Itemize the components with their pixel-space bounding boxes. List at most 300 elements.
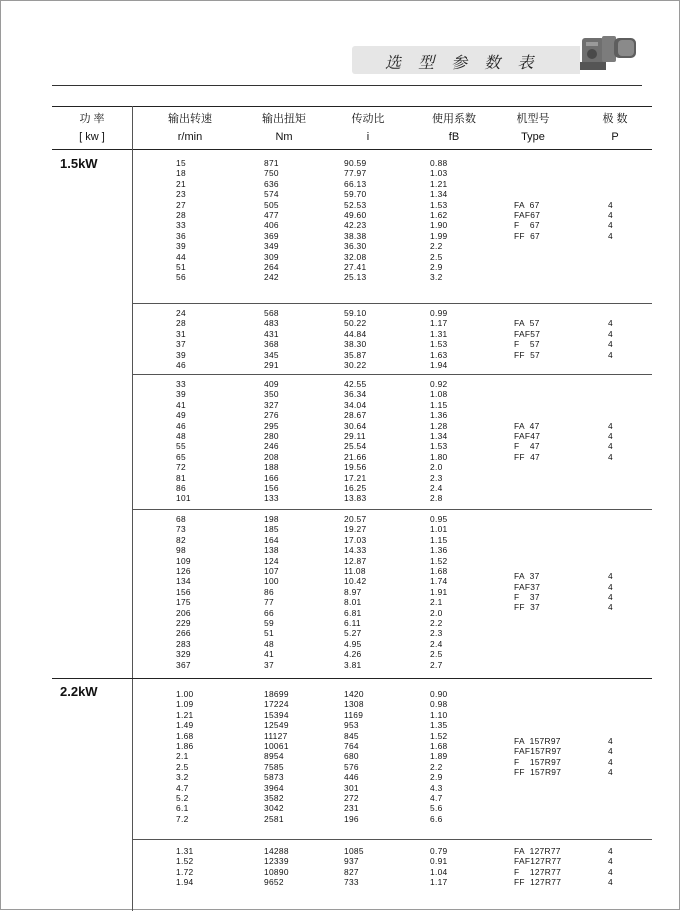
pole-count: 4 xyxy=(608,199,613,210)
fb-value: 1.03 xyxy=(430,168,448,179)
ratio-column xyxy=(344,514,366,670)
power-label: 1.5kW xyxy=(60,156,98,171)
ratio-value: 953 xyxy=(344,720,359,731)
fb-value: 0.99 xyxy=(430,308,448,318)
model-type: F 47 xyxy=(514,441,540,452)
ratio-value: 25.54 xyxy=(344,441,367,452)
speed-value: 81 xyxy=(176,472,186,483)
torque-value: 750 xyxy=(264,168,279,179)
fb-value: 1.15 xyxy=(430,534,448,545)
pole-count: 4 xyxy=(608,230,613,241)
speed-value: 1.86 xyxy=(176,741,194,752)
fb-value: 0.90 xyxy=(430,689,448,699)
header-torque: 输出扭矩 Nm xyxy=(262,113,306,143)
fb-value: 2.8 xyxy=(430,493,443,504)
pole-count: 4 xyxy=(608,220,613,231)
group-separator xyxy=(132,509,652,510)
ratio-value: 196 xyxy=(344,813,359,824)
fb-value: 0.91 xyxy=(430,856,448,867)
fb-value: 1.36 xyxy=(430,410,448,421)
ratio-value: 17.21 xyxy=(344,472,367,483)
ratio-value: 27.41 xyxy=(344,262,367,273)
ratio-value: 8.97 xyxy=(344,586,362,597)
ratio-value: 446 xyxy=(344,772,359,783)
ratio-value: 733 xyxy=(344,877,359,888)
speed-value: 1.68 xyxy=(176,730,194,741)
speed-value: 56 xyxy=(176,272,186,283)
speed-value: 23 xyxy=(176,189,186,200)
fb-value: 1.90 xyxy=(430,220,448,231)
torque-value: 242 xyxy=(264,272,279,283)
fb-value: 1.91 xyxy=(430,586,448,597)
ratio-value: 38.38 xyxy=(344,230,367,241)
fb-value: 2.2 xyxy=(430,761,443,772)
torque-value: 198 xyxy=(264,514,279,524)
section-separator xyxy=(52,678,652,679)
selection-table xyxy=(52,106,652,911)
ratio-value: 576 xyxy=(344,761,359,772)
group-separator xyxy=(132,374,652,375)
fb-value: 0.98 xyxy=(430,699,448,710)
speed-value: 36 xyxy=(176,230,186,241)
fb-value: 1.31 xyxy=(430,328,448,339)
fb-value: 1.52 xyxy=(430,555,448,566)
speed-value: 33 xyxy=(176,379,186,389)
speed-value: 5.2 xyxy=(176,793,189,804)
ratio-value: 36.34 xyxy=(344,389,367,400)
fb-value: 1.62 xyxy=(430,210,448,221)
ratio-value: 34.04 xyxy=(344,399,367,410)
ratio-value: 35.87 xyxy=(344,349,367,360)
ratio-value: 30.64 xyxy=(344,420,367,431)
ratio-value: 272 xyxy=(344,793,359,804)
fb-value: 1.28 xyxy=(430,420,448,431)
ratio-column xyxy=(344,689,364,824)
fb-value: 4.3 xyxy=(430,782,443,793)
fb-value: 2.1 xyxy=(430,597,443,608)
speed-value: 2.1 xyxy=(176,751,189,762)
speed-value: 24 xyxy=(176,308,186,318)
speed-value: 33 xyxy=(176,220,186,231)
fb-value: 1.68 xyxy=(430,566,448,577)
group-separator xyxy=(132,839,652,840)
torque-value: 291 xyxy=(264,360,279,371)
speed-value: 48 xyxy=(176,431,186,442)
torque-value: 264 xyxy=(264,262,279,273)
torque-value: 124 xyxy=(264,555,279,566)
torque-value: 505 xyxy=(264,199,279,210)
torque-value: 280 xyxy=(264,431,279,442)
ratio-value: 11.08 xyxy=(344,566,366,577)
torque-value: 18699 xyxy=(264,689,289,699)
torque-value: 431 xyxy=(264,328,279,339)
speed-value: 39 xyxy=(176,389,186,400)
ratio-value: 44.84 xyxy=(344,328,367,339)
speed-column xyxy=(176,514,191,670)
torque-value: 327 xyxy=(264,399,279,410)
torque-value: 345 xyxy=(264,349,279,360)
torque-value: 3042 xyxy=(264,803,284,814)
torque-value: 9652 xyxy=(264,877,284,888)
pole-count: 4 xyxy=(608,735,613,746)
fb-column xyxy=(430,308,448,370)
model-type: FAF127R77 xyxy=(514,856,562,867)
fb-column xyxy=(430,846,448,888)
torque-value: 51 xyxy=(264,628,274,639)
torque-value: 483 xyxy=(264,318,279,329)
speed-value: 266 xyxy=(176,628,191,639)
ratio-value: 231 xyxy=(344,803,359,814)
ratio-value: 59.70 xyxy=(344,189,367,200)
speed-value: 21 xyxy=(176,178,186,189)
torque-value: 15394 xyxy=(264,709,289,720)
pole-count: 4 xyxy=(608,856,613,867)
ratio-value: 14.33 xyxy=(344,545,367,556)
types-column xyxy=(514,421,540,463)
speed-column xyxy=(176,379,191,504)
ratio-value: 66.13 xyxy=(344,178,367,189)
speed-value: 1.72 xyxy=(176,866,194,877)
ratio-column xyxy=(344,308,366,370)
model-type: FA 57 xyxy=(514,318,540,329)
torque-value: 166 xyxy=(264,472,279,483)
ratio-value: 5.27 xyxy=(344,628,362,639)
speed-value: 72 xyxy=(176,462,186,473)
ratio-value: 3.81 xyxy=(344,659,362,670)
pole-count: 4 xyxy=(608,602,613,613)
speed-value: 37 xyxy=(176,339,186,350)
ratio-value: 1308 xyxy=(344,699,364,710)
header-poles: 极 数 P xyxy=(602,113,628,143)
model-type: FAF157R97 xyxy=(514,746,562,757)
header-speed: 输出转速 r/min xyxy=(168,113,212,143)
fb-value: 1.94 xyxy=(430,360,448,371)
ratio-value: 42.23 xyxy=(344,220,367,231)
model-type: FF 157R97 xyxy=(514,767,562,778)
fb-value: 2.5 xyxy=(430,649,443,660)
torque-value: 368 xyxy=(264,339,279,350)
ratio-value: 680 xyxy=(344,751,359,762)
torque-value: 208 xyxy=(264,451,279,462)
torque-value: 309 xyxy=(264,251,279,262)
speed-value: 28 xyxy=(176,210,186,221)
fb-value: 0.92 xyxy=(430,379,448,389)
poles-column xyxy=(608,846,613,888)
fb-value: 1.34 xyxy=(430,189,448,200)
speed-column xyxy=(176,308,186,370)
torque-value: 10890 xyxy=(264,866,289,877)
gearmotor-icon xyxy=(578,28,640,76)
fb-value: 1.08 xyxy=(430,389,448,400)
ratio-value: 6.11 xyxy=(344,618,361,629)
fb-value: 2.0 xyxy=(430,462,443,473)
ratio-value: 4.26 xyxy=(344,649,362,660)
torque-value: 164 xyxy=(264,534,279,545)
fb-value: 2.3 xyxy=(430,628,443,639)
pole-count: 4 xyxy=(608,571,613,582)
torque-value: 8954 xyxy=(264,751,284,762)
speed-value: 28 xyxy=(176,318,186,329)
torque-value: 86 xyxy=(264,586,274,597)
fb-value: 1.10 xyxy=(430,709,448,720)
fb-value: 1.80 xyxy=(430,451,448,462)
poles-column xyxy=(608,421,613,463)
model-type: FA 157R97 xyxy=(514,735,561,746)
ratio-value: 90.59 xyxy=(344,158,367,168)
ratio-column xyxy=(344,379,366,504)
ratio-value: 29.11 xyxy=(344,431,366,442)
fb-value: 1.74 xyxy=(430,576,448,587)
pole-count: 4 xyxy=(608,210,613,220)
fb-value: 2.4 xyxy=(430,483,443,494)
ratio-value: 21.66 xyxy=(344,451,367,462)
torque-value: 185 xyxy=(264,524,279,535)
ratio-value: 32.08 xyxy=(344,251,367,262)
ratio-value: 764 xyxy=(344,741,359,752)
speed-value: 27 xyxy=(176,199,186,210)
fb-value: 1.34 xyxy=(430,431,448,442)
speed-value: 2.5 xyxy=(176,761,189,772)
model-type: F 37 xyxy=(514,592,540,602)
torque-value: 568 xyxy=(264,308,279,318)
fb-value: 1.17 xyxy=(430,877,448,888)
torque-value: 350 xyxy=(264,389,279,400)
pole-count: 4 xyxy=(608,420,613,431)
torque-value: 246 xyxy=(264,441,279,452)
ratio-value: 20.57 xyxy=(344,514,367,524)
model-type: FA 47 xyxy=(514,420,540,431)
fb-value: 1.01 xyxy=(430,524,448,535)
torque-value: 406 xyxy=(264,220,279,231)
speed-value: 283 xyxy=(176,638,191,649)
fb-column xyxy=(430,379,448,504)
torque-value: 59 xyxy=(264,618,274,629)
fb-value: 1.53 xyxy=(430,199,448,210)
fb-value: 6.6 xyxy=(430,813,443,824)
pole-count: 4 xyxy=(608,592,613,602)
types-column xyxy=(514,200,540,242)
ratio-value: 937 xyxy=(344,856,359,867)
fb-value: 1.68 xyxy=(430,741,448,752)
speed-value: 31 xyxy=(176,328,186,339)
ratio-value: 77.97 xyxy=(344,168,367,179)
poles-column xyxy=(608,571,613,613)
torque-value: 156 xyxy=(264,483,279,494)
fb-column xyxy=(430,689,448,824)
ratio-value: 6.81 xyxy=(344,607,362,618)
ratio-value: 50.22 xyxy=(344,318,367,329)
ratio-value: 4.95 xyxy=(344,638,362,649)
speed-value: 101 xyxy=(176,493,191,504)
ratio-value: 1420 xyxy=(344,689,364,699)
ratio-value: 28.67 xyxy=(344,410,367,421)
torque-value: 17224 xyxy=(264,699,289,710)
speed-column xyxy=(176,689,194,824)
torque-value: 100 xyxy=(264,576,279,587)
fb-value: 2.2 xyxy=(430,618,443,629)
torque-value: 11127 xyxy=(264,730,288,741)
speed-value: 1.00 xyxy=(176,689,194,699)
ratio-value: 42.55 xyxy=(344,379,367,389)
pole-count: 4 xyxy=(608,866,613,877)
fb-value: 1.53 xyxy=(430,441,448,452)
pole-count: 4 xyxy=(608,746,613,757)
speed-value: 1.94 xyxy=(176,877,194,888)
ratio-value: 13.83 xyxy=(344,493,367,504)
header-ratio: 传动比 i xyxy=(351,113,385,143)
torque-column xyxy=(264,308,279,370)
pole-count: 4 xyxy=(608,451,613,462)
speed-value: 15 xyxy=(176,158,186,168)
model-type: FF 127R77 xyxy=(514,877,562,888)
ratio-value: 19.27 xyxy=(344,524,367,535)
torque-value: 48 xyxy=(264,638,274,649)
speed-value: 49 xyxy=(176,410,186,421)
speed-value: 46 xyxy=(176,420,186,431)
speed-value: 39 xyxy=(176,241,186,252)
fb-value: 2.7 xyxy=(430,659,443,670)
title-rule xyxy=(52,85,642,86)
fb-value: 1.89 xyxy=(430,751,448,762)
speed-value: 109 xyxy=(176,555,191,566)
torque-value: 3582 xyxy=(264,793,284,804)
torque-value: 477 xyxy=(264,210,279,221)
torque-column xyxy=(264,379,279,504)
header-type: 机型号 Type xyxy=(516,113,550,143)
fb-value: 4.7 xyxy=(430,793,443,804)
torque-value: 10061 xyxy=(264,741,289,752)
ratio-value: 16.25 xyxy=(344,483,367,494)
torque-value: 14288 xyxy=(264,846,289,856)
torque-value: 276 xyxy=(264,410,279,421)
model-type: FA 37 xyxy=(514,571,540,582)
speed-value: 329 xyxy=(176,649,191,660)
torque-value: 41 xyxy=(264,649,274,660)
speed-value: 126 xyxy=(176,566,191,577)
pole-count: 4 xyxy=(608,339,613,350)
group-separator xyxy=(132,303,652,304)
pole-count: 4 xyxy=(608,318,613,329)
poles-column xyxy=(608,318,613,360)
model-type: FF 57 xyxy=(514,349,541,360)
pole-count: 4 xyxy=(608,877,613,888)
speed-value: 175 xyxy=(176,597,191,608)
torque-column xyxy=(264,689,289,824)
pole-count: 4 xyxy=(608,846,613,856)
fb-value: 1.52 xyxy=(430,730,448,741)
speed-value: 51 xyxy=(176,262,186,273)
pole-count: 4 xyxy=(608,756,613,767)
ratio-value: 12.87 xyxy=(344,555,367,566)
ratio-value: 1085 xyxy=(344,846,364,856)
ratio-value: 49.60 xyxy=(344,210,367,221)
torque-value: 295 xyxy=(264,420,279,431)
ratio-column xyxy=(344,158,366,283)
ratio-value: 827 xyxy=(344,866,359,877)
speed-value: 65 xyxy=(176,451,186,462)
speed-value: 229 xyxy=(176,618,191,629)
fb-value: 0.95 xyxy=(430,514,448,524)
pole-count: 4 xyxy=(608,431,613,441)
torque-value: 409 xyxy=(264,379,279,389)
model-type: F 127R77 xyxy=(514,866,562,877)
torque-value: 349 xyxy=(264,241,279,252)
torque-value: 574 xyxy=(264,189,279,200)
torque-value: 871 xyxy=(264,158,279,168)
speed-value: 98 xyxy=(176,545,186,556)
fb-value: 1.21 xyxy=(430,178,448,189)
poles-column xyxy=(608,736,613,778)
fb-value: 1.04 xyxy=(430,866,448,877)
speed-value: 39 xyxy=(176,349,186,360)
torque-value: 77 xyxy=(264,597,274,608)
power-label: 2.2kW xyxy=(60,684,98,699)
pole-count: 4 xyxy=(608,767,613,778)
ratio-value: 8.01 xyxy=(344,597,362,608)
speed-value: 7.2 xyxy=(176,813,189,824)
types-column xyxy=(514,571,540,613)
model-type: F 157R97 xyxy=(514,756,562,767)
torque-value: 5873 xyxy=(264,772,284,783)
model-type: FF 47 xyxy=(514,451,541,462)
fb-value: 1.17 xyxy=(430,318,448,329)
speed-value: 1.49 xyxy=(176,720,194,731)
ratio-value: 845 xyxy=(344,730,359,741)
ratio-value: 59.10 xyxy=(344,308,367,318)
speed-value: 3.2 xyxy=(176,772,189,783)
pole-count: 4 xyxy=(608,328,613,339)
torque-value: 369 xyxy=(264,230,279,241)
ratio-value: 25.13 xyxy=(344,272,367,283)
speed-value: 1.31 xyxy=(176,846,194,856)
speed-value: 1.21 xyxy=(176,709,194,720)
fb-column xyxy=(430,514,448,670)
ratio-column xyxy=(344,846,364,888)
fb-value: 2.5 xyxy=(430,251,443,262)
torque-value: 66 xyxy=(264,607,274,618)
torque-value: 138 xyxy=(264,545,279,556)
model-type: F 57 xyxy=(514,339,540,350)
speed-value: 82 xyxy=(176,534,186,545)
ratio-value: 17.03 xyxy=(344,534,367,545)
fb-value: 0.88 xyxy=(430,158,448,168)
speed-value: 134 xyxy=(176,576,191,587)
model-type: FA 127R77 xyxy=(514,846,561,856)
pole-count: 4 xyxy=(608,581,613,592)
model-type: FAF37 xyxy=(514,581,541,592)
fb-value: 2.3 xyxy=(430,472,443,483)
speed-value: 18 xyxy=(176,168,186,179)
speed-value: 6.1 xyxy=(176,803,189,814)
ratio-value: 38.30 xyxy=(344,339,367,350)
speed-value: 156 xyxy=(176,586,191,597)
model-type: FAF67 xyxy=(514,210,541,220)
table-header xyxy=(52,106,652,150)
ratio-value: 36.30 xyxy=(344,241,367,252)
torque-column xyxy=(264,158,279,283)
fb-value: 1.35 xyxy=(430,720,448,731)
torque-value: 133 xyxy=(264,493,279,504)
fb-column xyxy=(430,158,448,283)
model-type: FF 37 xyxy=(514,602,541,613)
speed-value: 1.52 xyxy=(176,856,194,867)
speed-value: 86 xyxy=(176,483,186,494)
speed-column xyxy=(176,846,194,888)
ratio-value: 1169 xyxy=(344,709,364,720)
fb-value: 5.6 xyxy=(430,803,443,814)
ratio-value: 301 xyxy=(344,782,359,793)
model-type: FAF47 xyxy=(514,431,541,441)
